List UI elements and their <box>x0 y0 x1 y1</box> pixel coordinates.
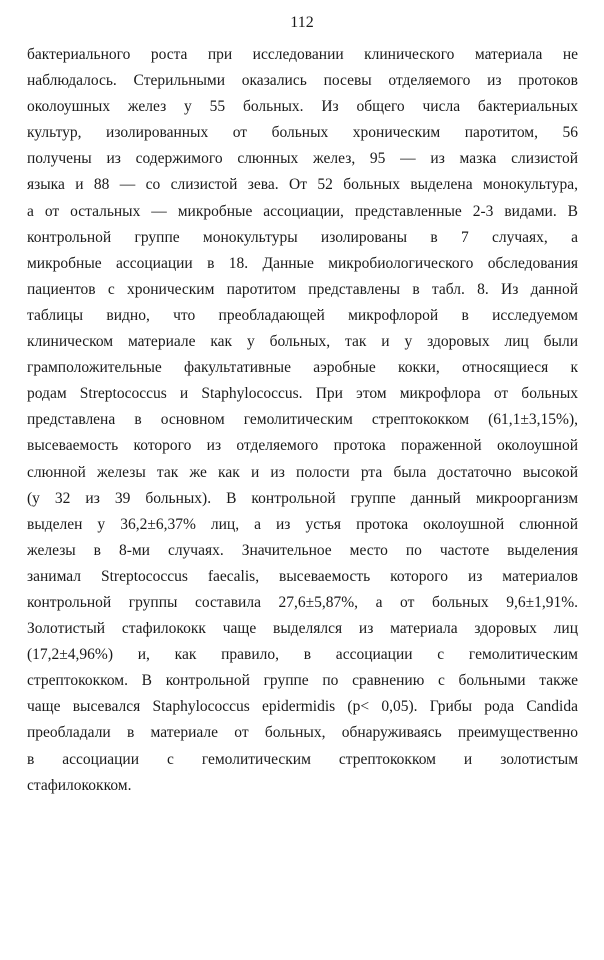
text-line: получены из содержимого слюнных желез, 95 — из мазка слизистой <box>27 150 578 168</box>
text-line: а от остальных — микробные ассоциации, представленные 2-3 видами. В <box>27 202 578 220</box>
text-line: контрольной группы составила 27,6±5,87%, а от больных 9,6±1,91%. <box>27 593 578 611</box>
text-line: микробные ассоциации в 18. Данные микробиологического обследования <box>27 254 578 272</box>
text-line: Золотистый стафилококк чаще выделялся из материала здоровых лиц <box>27 620 578 638</box>
text-line: занимал Streptococcus faecalis, высеваемость которого из материалов <box>27 567 578 585</box>
text-line: культур, изолированных от больных хроническим паротитом, 56 <box>27 124 578 142</box>
body-paragraph <box>27 42 578 922</box>
text-line: в ассоциации с гемолитическим стрептококком и золотистым <box>27 750 578 768</box>
text-line: (17,2±4,96%) и, как правило, в ассоциации с гемолитическим <box>27 646 578 664</box>
page-number: 112 <box>290 14 314 31</box>
text-line: околоушных желез у 55 больных. Из общего числа бактериальных <box>27 98 578 116</box>
text-line: грамположительные факультативные аэробные кокки, относящиеся к <box>27 359 578 377</box>
text-line: наблюдалось. Стерильными оказались посевы отделяемого из протоков <box>27 72 578 90</box>
text-line: железы в 8-ми случаях. Значительное место по частоте выделения <box>27 541 578 559</box>
text-line: слюнной железы так же как и из полости рта была достаточно высокой <box>27 463 578 481</box>
text-line: таблицы видно, что преобладающей микрофлорой в исследуемом <box>27 306 578 324</box>
text-line: родам Streptococcus и Staphylococcus. При этом микрофлора от больных <box>27 385 578 403</box>
text-line: бактериального роста при исследовании клинического материала не <box>27 46 578 63</box>
text-line: преобладали в материале от больных, обнаруживаясь преимущественно <box>27 724 578 742</box>
text-line: выделен у 36,2±6,37% лиц, а из устья протока околоушной слюнной <box>27 515 578 533</box>
text-line: пациентов с хроническим паротитом представлены в табл. 8. Из данной <box>27 280 578 298</box>
text-line: (у 32 из 39 больных). В контрольной группе данный микроорганизм <box>27 489 578 507</box>
text-line: высеваемость которого из отделяемого протока пораженной околоушной <box>27 437 578 455</box>
text-line: клиническом материале как у больных, так и у здоровых лиц были <box>27 333 578 351</box>
text-line: представлена в основном гемолитическим стрептококком (61,1±3,15%), <box>27 411 578 429</box>
text-line: чаще высевался Staphylococcus epidermidis (p< 0,05). Грибы рода Candida <box>27 698 578 716</box>
text-line: контрольной группе монокультуры изолированы в 7 случаях, а <box>27 228 578 246</box>
text-line: стафилококком. <box>27 776 132 794</box>
text-line: стрептококком. В контрольной группе по сравнению с больными также <box>27 672 578 690</box>
text-line: языка и 88 — со слизистой зева. От 52 больных выделена монокультура, <box>27 176 578 194</box>
